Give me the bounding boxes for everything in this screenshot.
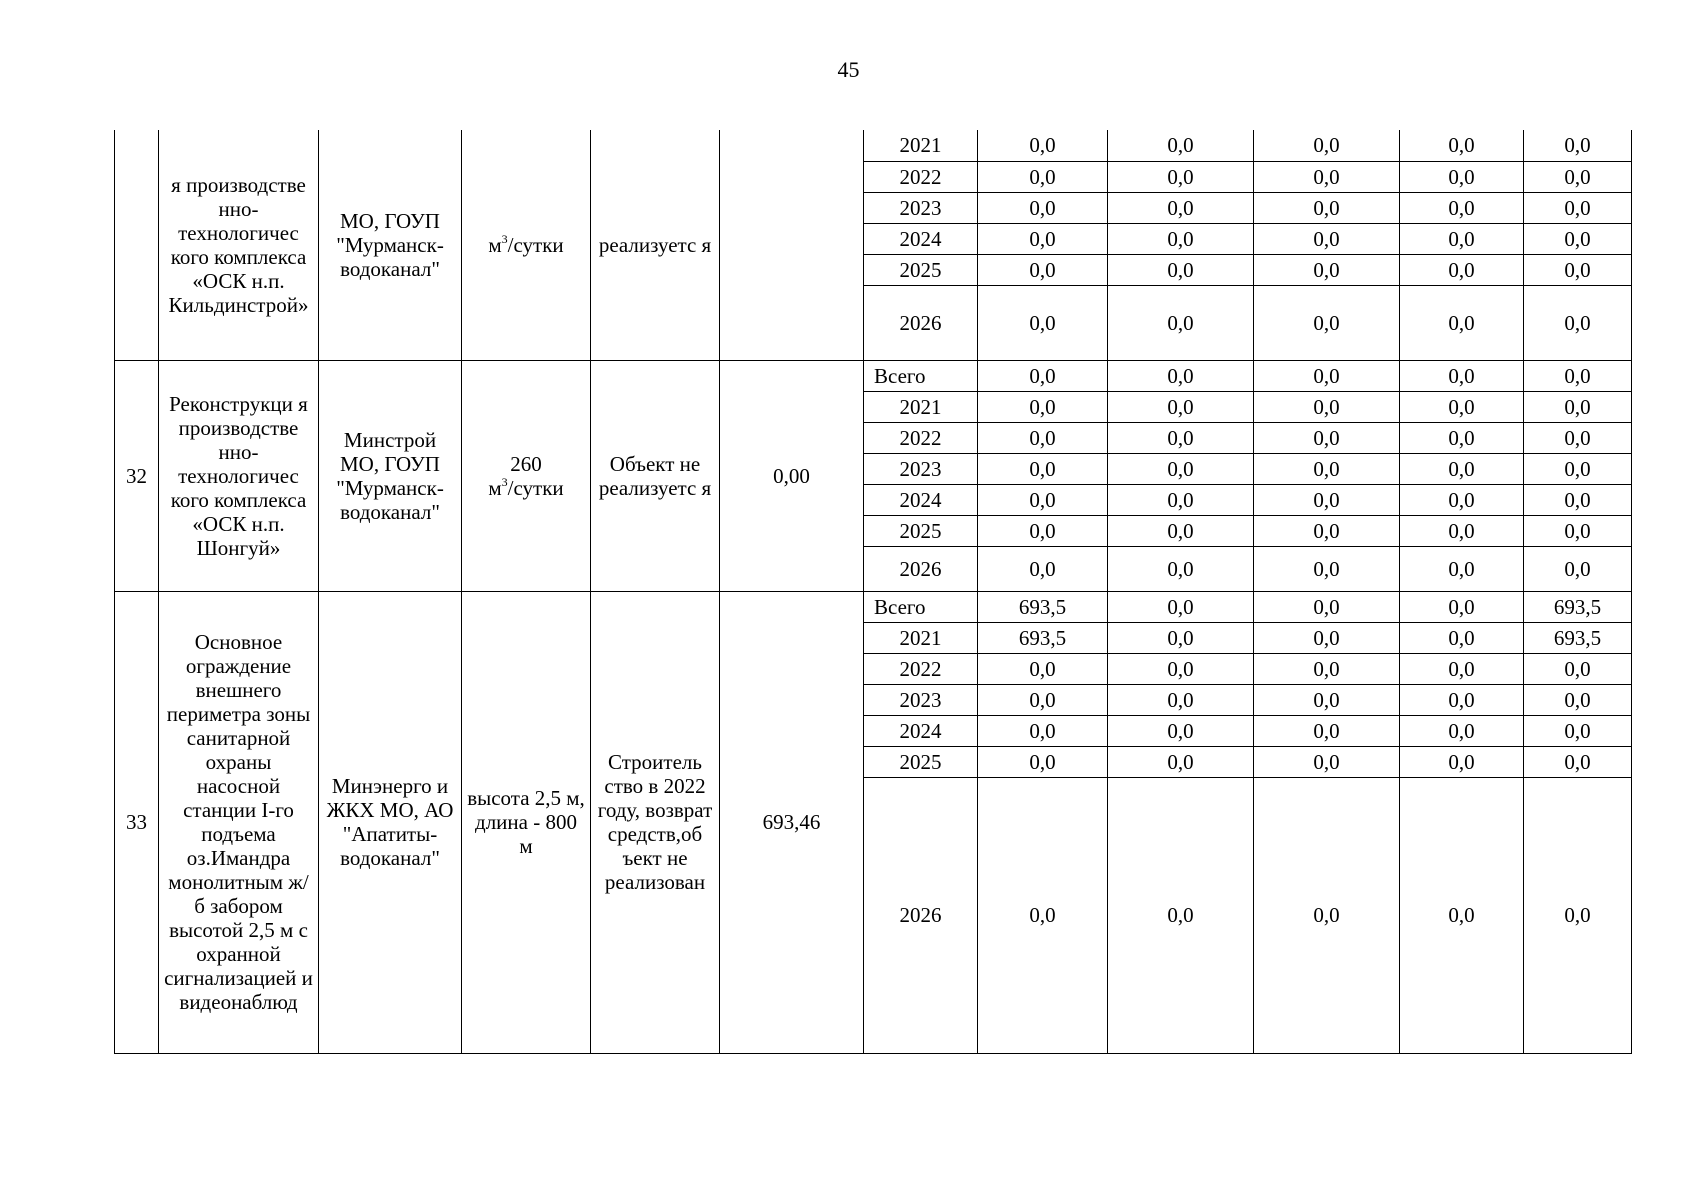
value-cell: 0,0 bbox=[978, 746, 1108, 777]
capacity-unit-sup: 3 bbox=[501, 474, 508, 489]
value-cell: 0,0 bbox=[1254, 715, 1400, 746]
project-cost: 0,00 bbox=[720, 360, 864, 591]
value-cell: 0,0 bbox=[1400, 130, 1524, 161]
value-cell: 0,0 bbox=[978, 484, 1108, 515]
value-cell: 0,0 bbox=[1524, 777, 1632, 1053]
value-cell: 0,0 bbox=[978, 422, 1108, 453]
value-cell: 0,0 bbox=[1400, 591, 1524, 622]
value-cell: 0,0 bbox=[1524, 546, 1632, 591]
value-cell: 0,0 bbox=[1254, 622, 1400, 653]
value-cell: 0,0 bbox=[1108, 254, 1254, 285]
project-executor: Минэнерго и ЖКХ МО, АО "Апатиты-водоканал" bbox=[319, 591, 462, 1053]
value-cell: 0,0 bbox=[1524, 715, 1632, 746]
capacity-unit: м bbox=[488, 475, 502, 500]
value-cell: 0,0 bbox=[1254, 391, 1400, 422]
value-cell: 0,0 bbox=[1254, 453, 1400, 484]
value-cell: 0,0 bbox=[1524, 684, 1632, 715]
project-capacity: высота 2,5 м, длина - 800 м bbox=[462, 591, 591, 1053]
year-label: 2024 bbox=[864, 715, 978, 746]
year-label: Всего bbox=[864, 591, 978, 622]
value-cell: 0,0 bbox=[1108, 546, 1254, 591]
value-cell: 0,0 bbox=[1400, 161, 1524, 192]
value-cell: 0,0 bbox=[1524, 285, 1632, 360]
value-cell: 0,0 bbox=[1254, 484, 1400, 515]
value-cell: 0,0 bbox=[978, 515, 1108, 546]
value-cell: 0,0 bbox=[1400, 777, 1524, 1053]
value-cell: 0,0 bbox=[1254, 684, 1400, 715]
value-cell: 693,5 bbox=[1524, 591, 1632, 622]
value-cell: 0,0 bbox=[1400, 484, 1524, 515]
value-cell: 0,0 bbox=[1524, 746, 1632, 777]
value-cell: 0,0 bbox=[1400, 515, 1524, 546]
year-label: Всего bbox=[864, 360, 978, 391]
project-number: 33 bbox=[115, 591, 159, 1053]
year-label: 2021 bbox=[864, 130, 978, 161]
year-label: 2024 bbox=[864, 223, 978, 254]
investment-program-table bbox=[114, 130, 1632, 1054]
value-cell: 0,0 bbox=[978, 546, 1108, 591]
value-cell: 0,0 bbox=[1524, 453, 1632, 484]
value-cell: 0,0 bbox=[1524, 254, 1632, 285]
value-cell: 0,0 bbox=[1254, 515, 1400, 546]
year-label: 2025 bbox=[864, 254, 978, 285]
value-cell: 0,0 bbox=[978, 285, 1108, 360]
value-cell: 0,0 bbox=[1108, 777, 1254, 1053]
year-label: 2022 bbox=[864, 161, 978, 192]
year-label: 2021 bbox=[864, 622, 978, 653]
value-cell: 0,0 bbox=[1524, 360, 1632, 391]
year-label: 2022 bbox=[864, 422, 978, 453]
value-cell: 0,0 bbox=[1400, 391, 1524, 422]
year-label: 2025 bbox=[864, 746, 978, 777]
value-cell: 0,0 bbox=[1108, 130, 1254, 161]
value-cell: 0,0 bbox=[1400, 746, 1524, 777]
value-cell: 0,0 bbox=[1400, 360, 1524, 391]
value-cell: 0,0 bbox=[1254, 653, 1400, 684]
page-number: 45 bbox=[837, 57, 860, 82]
value-cell: 693,5 bbox=[978, 591, 1108, 622]
value-cell: 0,0 bbox=[1400, 453, 1524, 484]
value-cell: 0,0 bbox=[978, 684, 1108, 715]
project-name: я производстве нно-технологичес кого комплекса «ОСК н.п. Кильдинстрой» bbox=[159, 130, 319, 360]
value-cell: 0,0 bbox=[978, 161, 1108, 192]
year-label: 2025 bbox=[864, 515, 978, 546]
value-cell: 0,0 bbox=[978, 360, 1108, 391]
value-cell: 0,0 bbox=[1400, 715, 1524, 746]
project-status: Объект не реализуетс я bbox=[591, 360, 720, 591]
value-cell: 0,0 bbox=[1254, 591, 1400, 622]
value-cell: 0,0 bbox=[1524, 223, 1632, 254]
value-cell: 0,0 bbox=[978, 192, 1108, 223]
value-cell: 0,0 bbox=[978, 391, 1108, 422]
value-cell: 0,0 bbox=[1524, 653, 1632, 684]
value-cell: 0,0 bbox=[1524, 515, 1632, 546]
value-cell: 0,0 bbox=[1254, 422, 1400, 453]
value-cell: 0,0 bbox=[1254, 285, 1400, 360]
value-cell: 0,0 bbox=[1400, 653, 1524, 684]
value-cell: 0,0 bbox=[1254, 777, 1400, 1053]
value-cell: 0,0 bbox=[1254, 223, 1400, 254]
value-cell: 0,0 bbox=[1108, 591, 1254, 622]
value-cell: 0,0 bbox=[978, 453, 1108, 484]
capacity-value: 260 bbox=[510, 451, 542, 476]
value-cell: 0,0 bbox=[1108, 484, 1254, 515]
value-cell: 0,0 bbox=[1400, 192, 1524, 223]
capacity-unit-tail: /сутки bbox=[507, 232, 564, 257]
project-status: Строитель ство в 2022 году, возврат средств,об ъект не реализован bbox=[591, 591, 720, 1053]
value-cell: 0,0 bbox=[1108, 653, 1254, 684]
value-cell: 0,0 bbox=[1254, 130, 1400, 161]
year-label: 2021 bbox=[864, 391, 978, 422]
value-cell: 0,0 bbox=[1108, 285, 1254, 360]
value-cell: 0,0 bbox=[1524, 391, 1632, 422]
value-cell: 0,0 bbox=[1108, 360, 1254, 391]
value-cell: 0,0 bbox=[1254, 360, 1400, 391]
value-cell: 0,0 bbox=[978, 653, 1108, 684]
value-cell: 0,0 bbox=[1108, 453, 1254, 484]
value-cell: 0,0 bbox=[1400, 622, 1524, 653]
year-label: 2026 bbox=[864, 777, 978, 1053]
value-cell: 0,0 bbox=[1108, 192, 1254, 223]
project-name: Реконструкци я производстве нно-технологичес кого комплекса «ОСК н.п. Шонгуй» bbox=[159, 360, 319, 591]
value-cell: 693,5 bbox=[978, 622, 1108, 653]
value-cell: 0,0 bbox=[1108, 746, 1254, 777]
capacity-unit-sup: 3 bbox=[501, 231, 508, 246]
year-label: 2024 bbox=[864, 484, 978, 515]
value-cell: 693,5 bbox=[1524, 622, 1632, 653]
value-cell: 0,0 bbox=[978, 715, 1108, 746]
project-capacity bbox=[462, 360, 591, 591]
table-row bbox=[115, 130, 1632, 161]
value-cell: 0,0 bbox=[1524, 422, 1632, 453]
value-cell: 0,0 bbox=[1254, 161, 1400, 192]
value-cell: 0,0 bbox=[1524, 484, 1632, 515]
value-cell: 0,0 bbox=[1108, 622, 1254, 653]
value-cell: 0,0 bbox=[978, 777, 1108, 1053]
year-label: 2026 bbox=[864, 285, 978, 360]
value-cell: 0,0 bbox=[1254, 546, 1400, 591]
value-cell: 0,0 bbox=[1524, 192, 1632, 223]
project-cost: 693,46 bbox=[720, 591, 864, 1053]
value-cell: 0,0 bbox=[1400, 223, 1524, 254]
value-cell: 0,0 bbox=[1400, 684, 1524, 715]
value-cell: 0,0 bbox=[1108, 684, 1254, 715]
value-cell: 0,0 bbox=[1108, 422, 1254, 453]
year-label: 2023 bbox=[864, 684, 978, 715]
year-label: 2022 bbox=[864, 653, 978, 684]
value-cell: 0,0 bbox=[1254, 254, 1400, 285]
value-cell: 0,0 bbox=[978, 130, 1108, 161]
project-number: 32 bbox=[115, 360, 159, 591]
value-cell: 0,0 bbox=[1524, 161, 1632, 192]
year-label: 2023 bbox=[864, 192, 978, 223]
value-cell: 0,0 bbox=[1400, 422, 1524, 453]
value-cell: 0,0 bbox=[1108, 223, 1254, 254]
project-status: реализуетс я bbox=[591, 130, 720, 360]
value-cell: 0,0 bbox=[1400, 254, 1524, 285]
value-cell: 0,0 bbox=[978, 223, 1108, 254]
project-executor: Минстрой МО, ГОУП "Мурманск-водоканал" bbox=[319, 360, 462, 591]
year-label: 2023 bbox=[864, 453, 978, 484]
value-cell: 0,0 bbox=[1108, 391, 1254, 422]
capacity-unit-tail: /сутки bbox=[507, 475, 564, 500]
project-name: Основное ограждение внешнего периметра зоны санитарной охраны насосной станции I-го подъема оз.Имандра монолитным ж/б забором высотой 2,5 м с охранной сигнализацией и видеонаблюд bbox=[159, 591, 319, 1053]
value-cell: 0,0 bbox=[1108, 715, 1254, 746]
project-capacity bbox=[462, 130, 591, 360]
project-executor: МО, ГОУП "Мурманск-водоканал" bbox=[319, 130, 462, 360]
value-cell: 0,0 bbox=[1254, 746, 1400, 777]
project-cost bbox=[720, 130, 864, 360]
value-cell: 0,0 bbox=[1400, 546, 1524, 591]
value-cell: 0,0 bbox=[1524, 130, 1632, 161]
table-row bbox=[115, 591, 1632, 622]
value-cell: 0,0 bbox=[1254, 192, 1400, 223]
value-cell: 0,0 bbox=[1400, 285, 1524, 360]
project-number bbox=[115, 130, 159, 360]
value-cell: 0,0 bbox=[1108, 161, 1254, 192]
value-cell: 0,0 bbox=[978, 254, 1108, 285]
table-row bbox=[115, 360, 1632, 391]
year-label: 2026 bbox=[864, 546, 978, 591]
value-cell: 0,0 bbox=[1108, 515, 1254, 546]
capacity-unit: м bbox=[488, 232, 502, 257]
